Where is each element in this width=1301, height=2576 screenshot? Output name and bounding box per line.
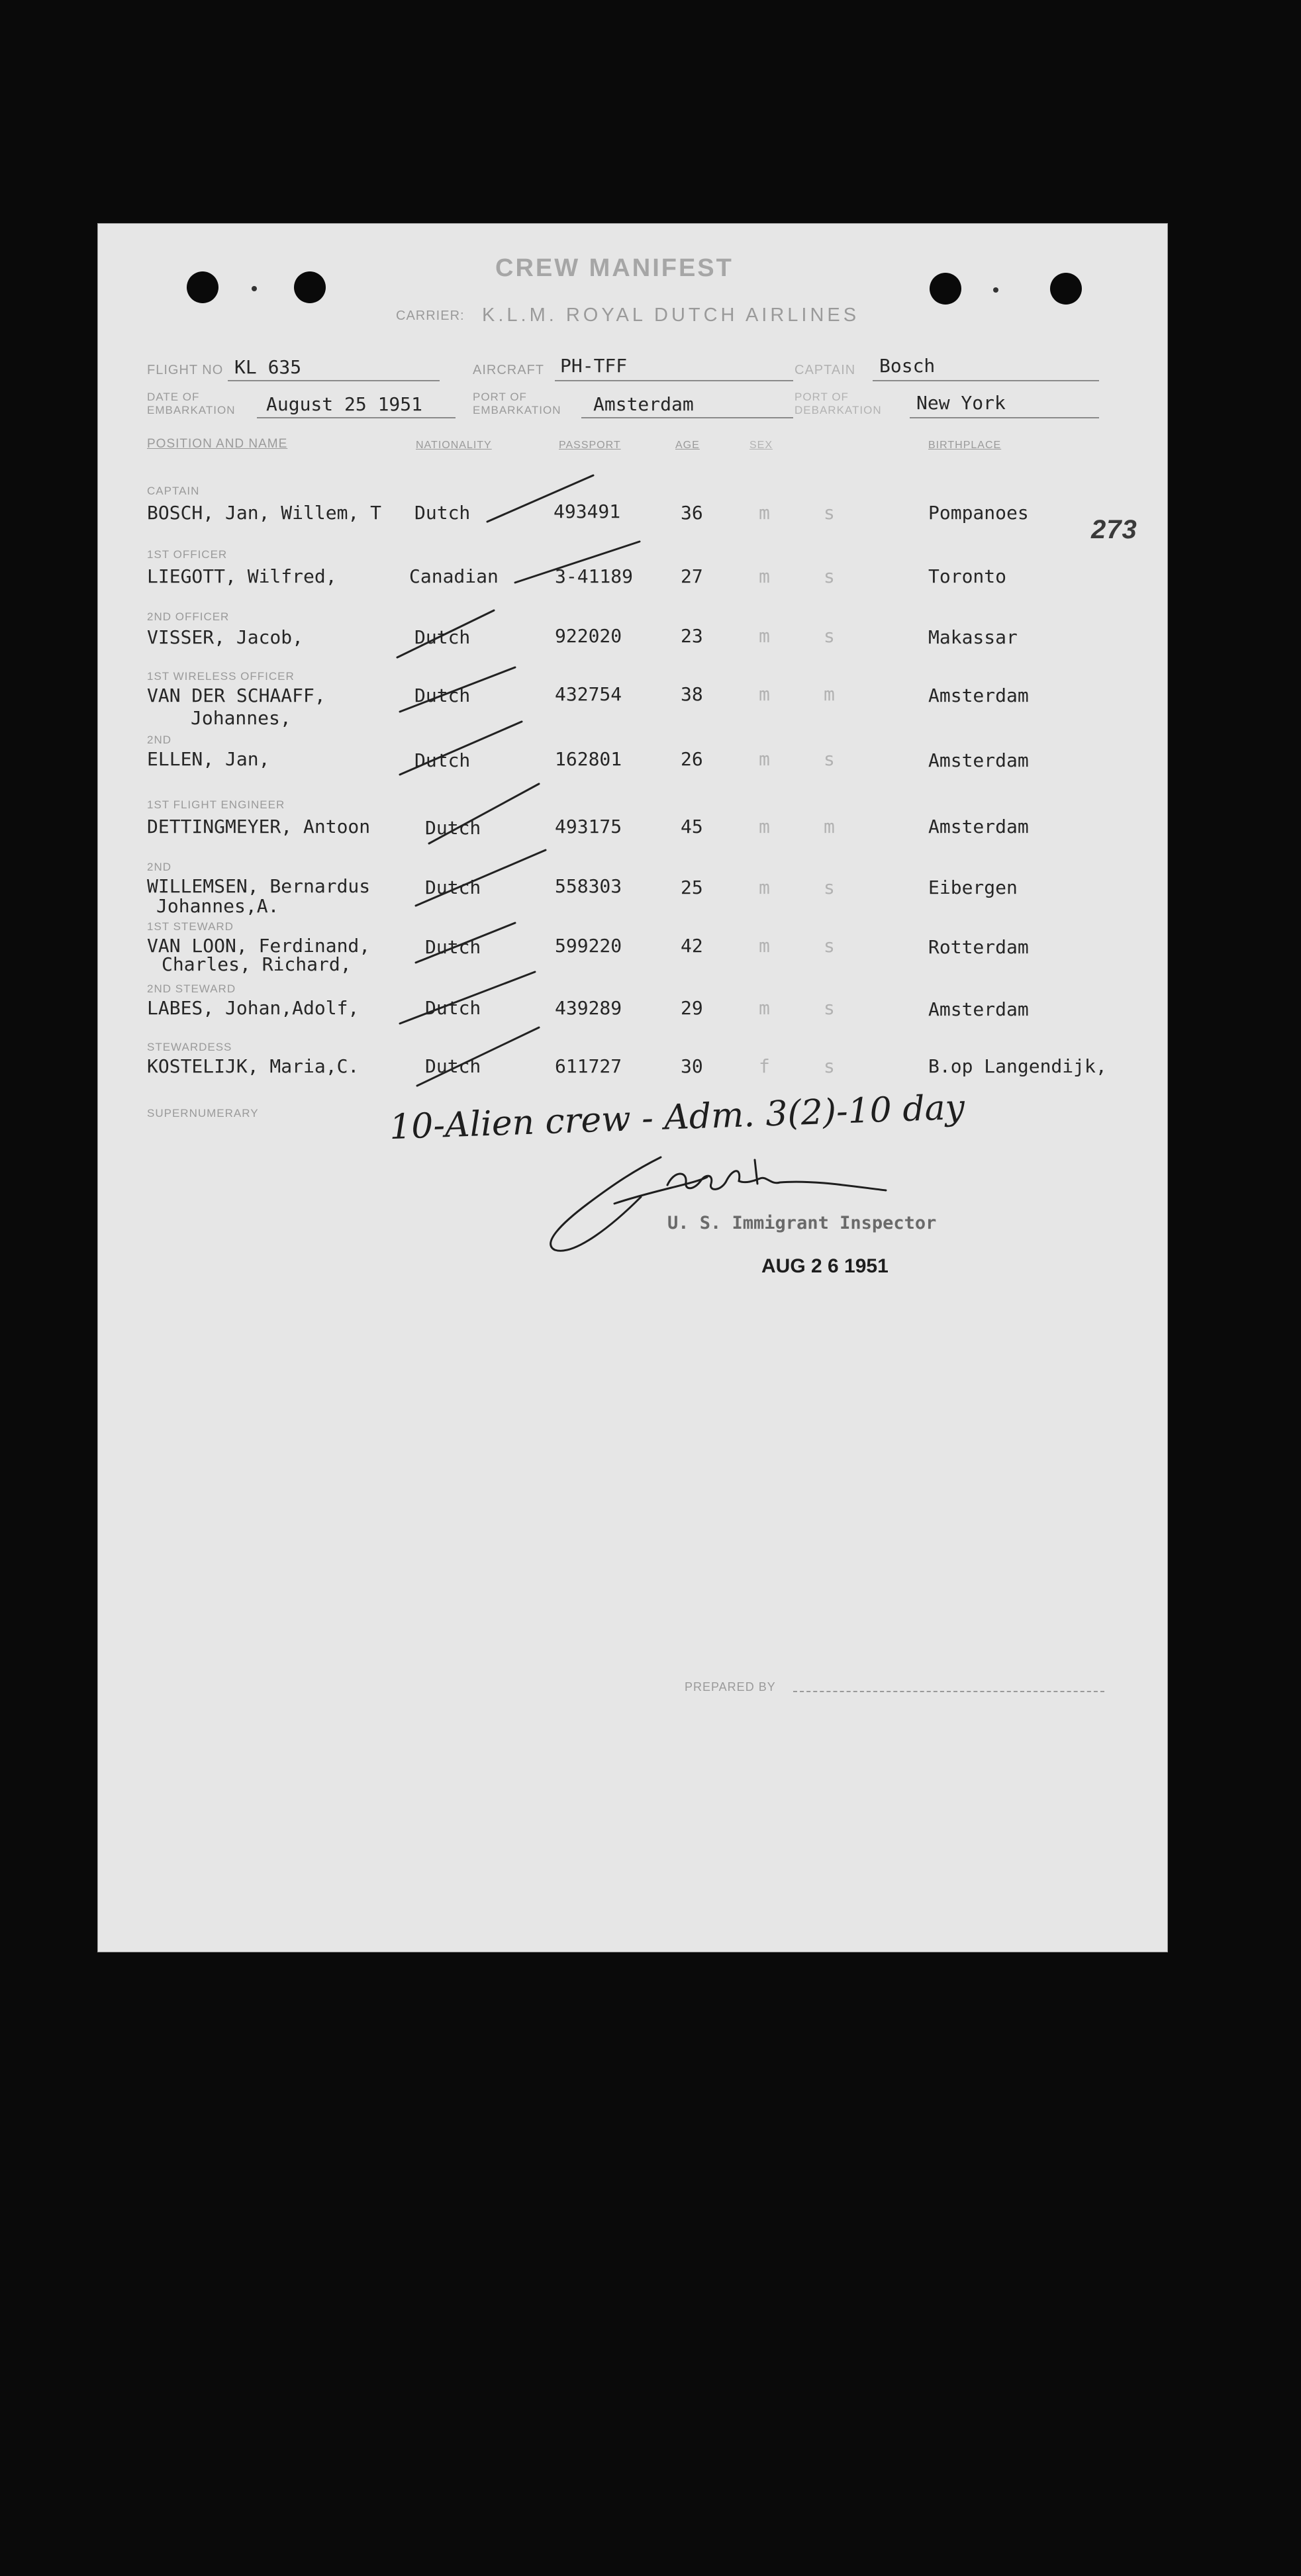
- crew-age: 29: [681, 997, 703, 1019]
- check-mark: [397, 610, 494, 657]
- crew-status: s: [824, 748, 835, 770]
- crew-nationality: Dutch: [425, 817, 481, 839]
- crew-age: 25: [681, 877, 703, 898]
- crew-passport: 493175: [555, 816, 622, 837]
- crew-passport: 922020: [555, 625, 622, 647]
- crew-nationality: Dutch: [414, 685, 471, 706]
- date-value: August 25 1951: [266, 393, 423, 415]
- crew-position: CAPTAIN: [147, 485, 200, 497]
- crew-birthplace: Amsterdam: [928, 998, 1029, 1020]
- crew-nationality: Dutch: [425, 1055, 481, 1077]
- carrier-name: K.L.M. ROYAL DUTCH AIRLINES: [482, 305, 860, 326]
- crew-sex: m: [759, 502, 770, 524]
- crew-passport: 162801: [555, 748, 622, 770]
- crew-passport: 599220: [555, 935, 622, 957]
- crew-sex: m: [759, 565, 770, 587]
- port-debarkation-value: New York: [916, 392, 1006, 414]
- col-sex: SEX: [749, 440, 773, 451]
- crew-position: 1ST FLIGHT ENGINEER: [147, 798, 285, 811]
- check-mark: [515, 542, 640, 583]
- crew-status: s: [824, 502, 835, 524]
- check-mark: [400, 972, 535, 1024]
- crew-age: 26: [681, 748, 703, 770]
- col-nationality: NATIONALITY: [416, 440, 492, 451]
- crew-status: s: [824, 997, 835, 1019]
- crew-sex: m: [759, 935, 770, 957]
- manifest-title: CREW MANIFEST: [495, 254, 734, 282]
- supernumerary-label: SUPERNUMERARY: [147, 1107, 259, 1120]
- prepared-by-line: [793, 1691, 1104, 1692]
- crew-status: s: [824, 877, 835, 898]
- crew-passport: 3-41189: [555, 565, 634, 587]
- prepared-by-label: PREPARED BY: [685, 1680, 776, 1693]
- crew-age: 36: [681, 502, 703, 524]
- crew-name: VAN LOON, Ferdinand,: [147, 935, 371, 957]
- col-birthplace: BIRTHPLACE: [928, 440, 1002, 451]
- crew-position: 1ST STEWARD: [147, 920, 234, 933]
- check-mark: [417, 1027, 539, 1086]
- crew-name: WILLEMSEN, Bernardus: [147, 875, 371, 897]
- port-debarkation-label: PORT OF DEBARKATION: [795, 391, 882, 416]
- port-embarkation-value: Amsterdam: [593, 393, 694, 415]
- crew-name: DETTINGMEYER, Antoon: [147, 816, 371, 837]
- crew-name-cont: Johannes,: [191, 707, 291, 729]
- crew-passport: 439289: [555, 997, 622, 1019]
- crew-birthplace: Rotterdam: [928, 936, 1029, 958]
- crew-sex: m: [759, 625, 770, 647]
- crew-nationality: Dutch: [414, 502, 471, 524]
- crew-name-cont: Charles, Richard,: [162, 953, 352, 975]
- crew-birthplace: Makassar: [928, 626, 1018, 648]
- crew-position: 2ND STEWARD: [147, 982, 236, 995]
- aircraft-label: AIRCRAFT: [473, 363, 544, 377]
- crew-birthplace: Pompanoes: [928, 502, 1029, 524]
- crew-birthplace: Amsterdam: [928, 749, 1029, 771]
- check-mark: [416, 923, 515, 963]
- captain-value: Bosch: [879, 355, 936, 377]
- crew-nationality: Dutch: [425, 877, 481, 898]
- check-mark: [400, 667, 515, 712]
- check-mark: [400, 722, 522, 775]
- crew-status: s: [824, 935, 835, 957]
- crew-name: LABES, Johan,Adolf,: [147, 997, 360, 1019]
- crew-birthplace: Eibergen: [928, 877, 1018, 898]
- crew-name: VISSER, Jacob,: [147, 626, 304, 648]
- crew-nationality: Dutch: [425, 997, 481, 1019]
- col-position: POSITION AND NAME: [147, 437, 288, 451]
- crew-name: LIEGOTT, Wilfred,: [147, 565, 337, 587]
- crew-status: s: [824, 625, 835, 647]
- crew-passport: 493491: [554, 501, 621, 522]
- crew-name: VAN DER SCHAAFF,: [147, 685, 326, 706]
- crew-position: 2ND: [147, 734, 172, 746]
- check-mark: [487, 475, 593, 522]
- crew-sex: f: [759, 1055, 770, 1077]
- crew-status: s: [824, 565, 835, 587]
- crew-sex: m: [759, 683, 770, 705]
- crew-sex: m: [759, 816, 770, 837]
- flight-no-label: FLIGHT NO: [147, 363, 224, 377]
- carrier-label: CARRIER:: [396, 309, 465, 323]
- crew-nationality: Dutch: [414, 749, 471, 771]
- crew-birthplace: Toronto: [928, 565, 1007, 587]
- inspector-stamp-date: AUG 2 6 1951: [761, 1255, 889, 1277]
- crew-birthplace: Amsterdam: [928, 685, 1029, 706]
- inspector-stamp-title: U. S. Immigrant Inspector: [667, 1213, 937, 1233]
- crew-position: 1ST OFFICER: [147, 548, 228, 561]
- crew-passport: 432754: [555, 683, 622, 705]
- crew-birthplace: B.op Langendijk,: [928, 1055, 1107, 1077]
- crew-status: m: [824, 683, 835, 705]
- crew-age: 45: [681, 816, 703, 837]
- handwritten-annotation: 10-Alien crew - Adm. 3(2)-10 day: [389, 1087, 965, 1148]
- crew-position: 2ND: [147, 861, 172, 873]
- crew-status: s: [824, 1055, 835, 1077]
- crew-age: 23: [681, 625, 703, 647]
- crew-position: 1ST WIRELESS OFFICER: [147, 670, 295, 683]
- date-label: DATE OF EMBARKATION: [147, 391, 236, 416]
- page-number: 273: [1091, 515, 1137, 544]
- crew-nationality: Canadian: [409, 565, 499, 587]
- crew-position: STEWARDESS: [147, 1041, 232, 1053]
- crew-age: 27: [681, 565, 703, 587]
- crew-age: 30: [681, 1055, 703, 1077]
- captain-label: CAPTAIN: [795, 363, 856, 377]
- crew-passport: 611727: [555, 1055, 622, 1077]
- crew-birthplace: Amsterdam: [928, 816, 1029, 837]
- crew-age: 42: [681, 935, 703, 957]
- port-embarkation-label: PORT OF EMBARKATION: [473, 391, 561, 416]
- col-passport: PASSPORT: [559, 440, 621, 451]
- crew-nationality: Dutch: [414, 626, 471, 648]
- crew-name: BOSCH, Jan, Willem, T: [147, 502, 382, 524]
- crew-age: 38: [681, 683, 703, 705]
- crew-passport: 558303: [555, 875, 622, 897]
- col-age: AGE: [675, 440, 700, 451]
- crew-position: 2ND OFFICER: [147, 610, 230, 623]
- check-mark: [416, 850, 546, 906]
- flight-no-value: KL 635: [234, 356, 302, 378]
- crew-sex: m: [759, 748, 770, 770]
- crew-name-cont: Johannes,A.: [156, 895, 279, 917]
- crew-name: ELLEN, Jan,: [147, 748, 270, 770]
- aircraft-value: PH-TFF: [560, 355, 628, 377]
- crew-sex: m: [759, 997, 770, 1019]
- manifest-page: [98, 224, 1167, 1952]
- crew-status: m: [824, 816, 835, 837]
- crew-nationality: Dutch: [425, 936, 481, 958]
- check-mark: [429, 784, 539, 843]
- crew-sex: m: [759, 877, 770, 898]
- handwritten-check-marks: [98, 224, 1167, 1151]
- inspector-signature: [535, 1144, 906, 1257]
- crew-name: KOSTELIJK, Maria,C.: [147, 1055, 360, 1077]
